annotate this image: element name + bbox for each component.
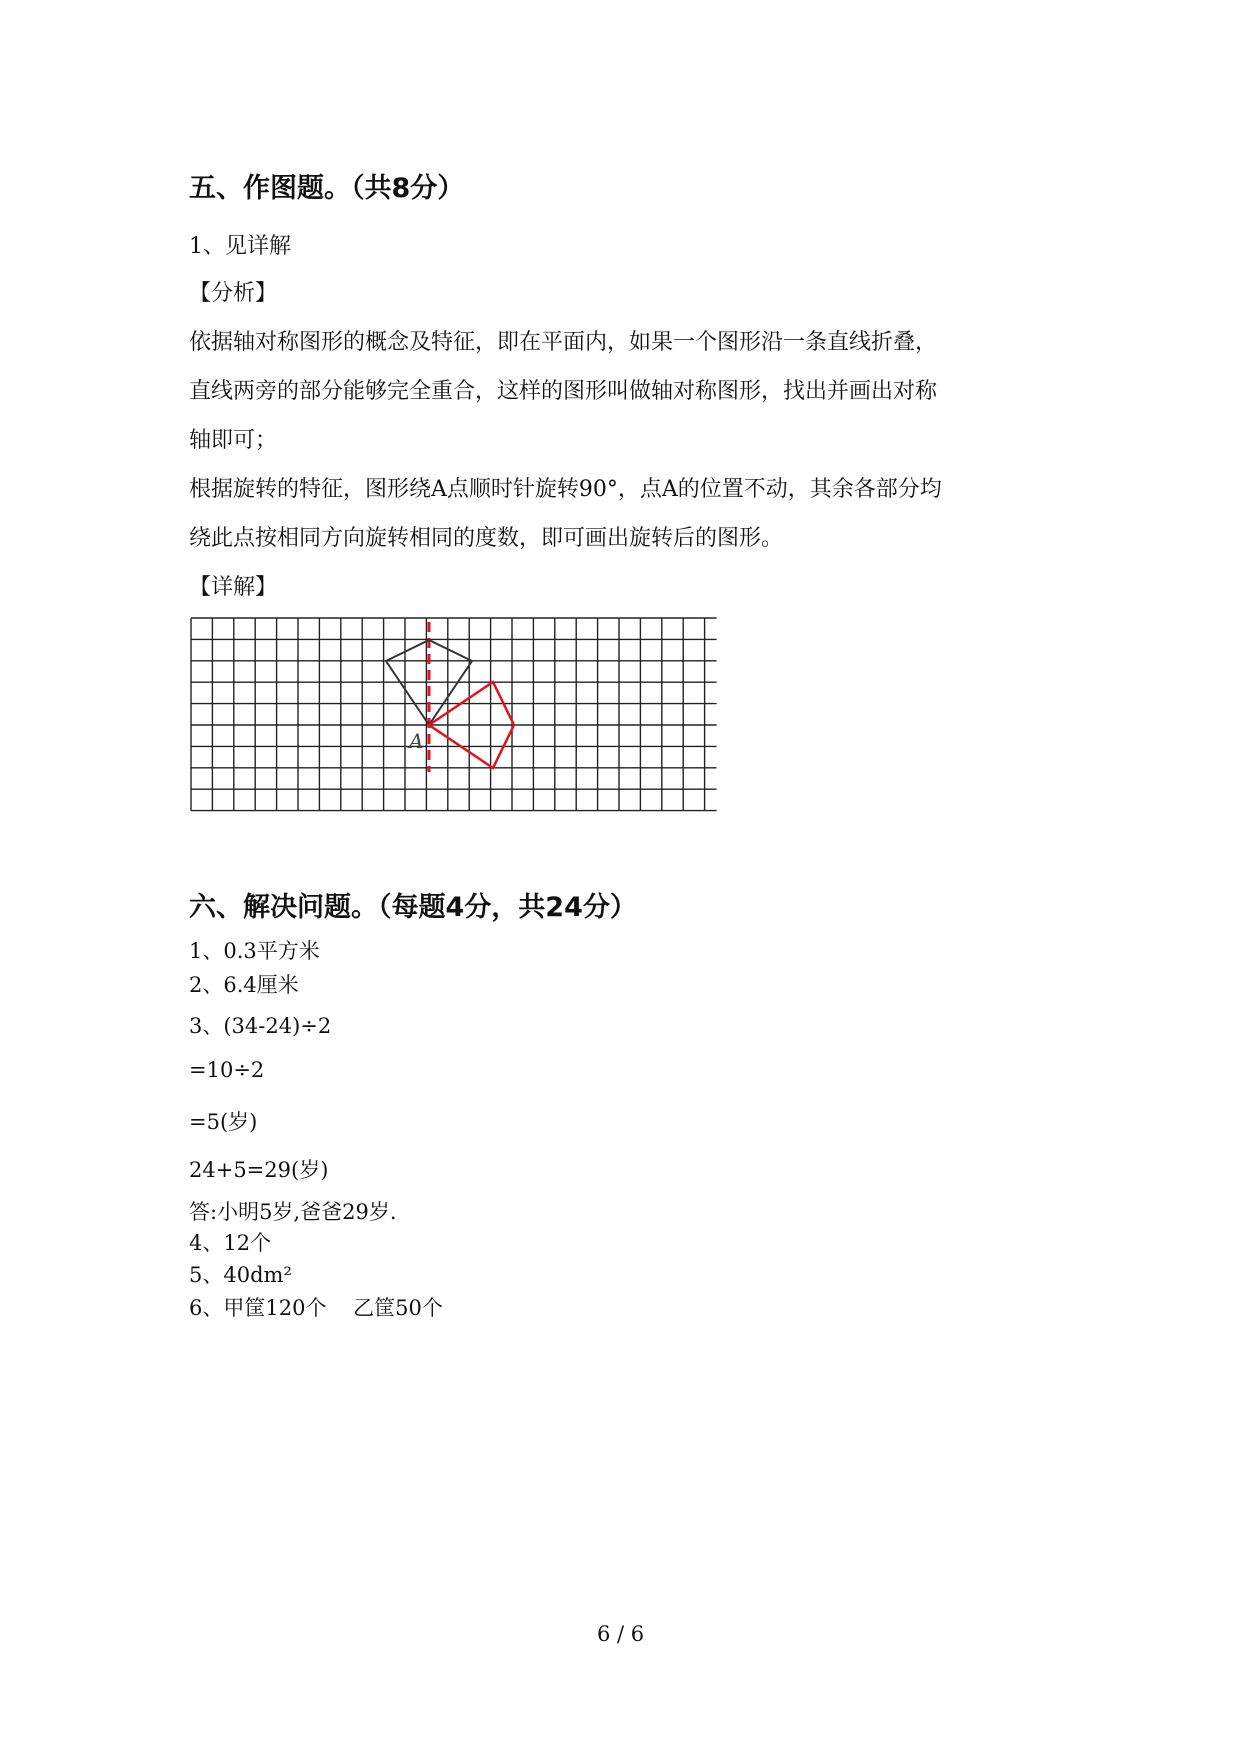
answer-3-step-4: 24+5=29(岁)	[189, 1158, 329, 1182]
section6-heading: 六、解决问题。（每题4分，共24分）	[189, 892, 637, 923]
detail-tag: 【详解】	[189, 575, 278, 600]
grid-lines	[191, 618, 717, 811]
analysis-line-2: 直线两旁的部分能够完全重合，这样的图形叫做轴对称图形，找出并画出对称	[189, 379, 938, 404]
answer-3-conclusion: 答:小明5岁,爸爸29岁.	[189, 1200, 397, 1224]
answer-3: 3、(34-24)÷2	[189, 1014, 332, 1038]
section5-heading: 五、作图题。（共8分）	[189, 173, 465, 204]
analysis-line-4: 根据旋转的特征，图形绕A点顺时针旋转90°，点A的位置不动，其余各部分均	[189, 477, 942, 502]
answer-6: 6、甲筐120个 乙筐50个	[189, 1296, 443, 1320]
section5-item1: 1、见详解	[189, 234, 291, 259]
answer-5: 5、40dm²	[189, 1263, 292, 1287]
answer-3-step-2: =10÷2	[189, 1058, 265, 1082]
analysis-line-3: 轴即可；	[189, 428, 278, 453]
analysis-line-1: 依据轴对称图形的概念及特征，即在平面内，如果一个图形沿一条直线折叠，	[189, 330, 938, 355]
answer-2: 2、6.4厘米	[189, 973, 299, 997]
answer-1: 1、0.3平方米	[189, 939, 320, 963]
answer-3-step-3: =5(岁)	[189, 1110, 258, 1134]
analysis-line-5: 绕此点按相同方向旋转相同的度数，即可画出旋转后的图形。	[189, 526, 784, 551]
answer-4: 4、12个	[189, 1231, 272, 1255]
symmetry-rotation-figure	[189, 616, 719, 818]
analysis-tag: 【分析】	[189, 281, 278, 306]
point-a-label: A	[409, 729, 424, 753]
page-number: 6 / 6	[597, 1622, 645, 1646]
